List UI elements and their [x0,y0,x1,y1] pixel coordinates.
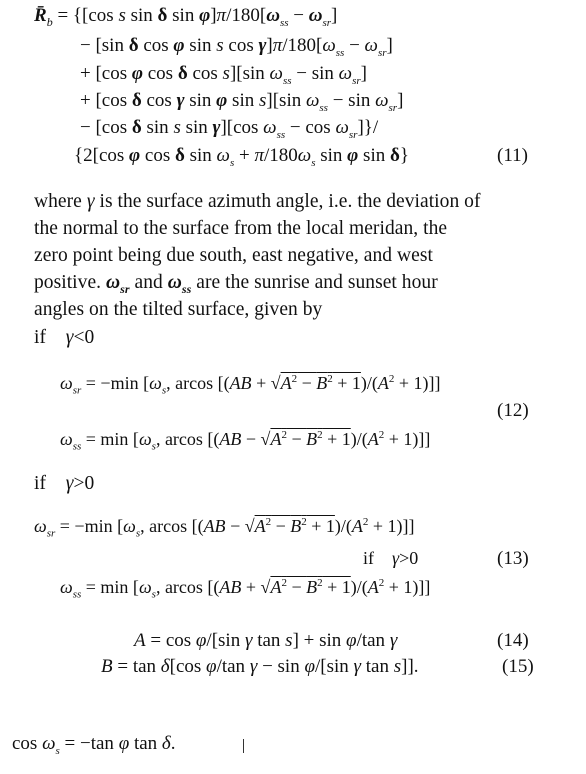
sunset-hour-angle-relation: $\cos \omega_s = -\tan$ φ tan δ. [12,733,176,757]
paragraph-line-1: where γ is the surface azimuth angle, i.e. the deviation of [34,191,481,212]
eq12-omega-ss: $\omega_{ss} = \min [\omega_s$, arcos $[(AB - √A^2 - B^2 + 1)/(A^2 + 1)]$] [60,429,431,453]
eq11-line-2: − [sin δ cos φ sin s $\cos \gamma]\pi/180[\omega_{ss} - \omega_{sr}]$ [80,35,393,59]
eq14-number: (14) [497,630,529,651]
eq15-number: (15) [502,656,534,677]
eq13-omega-ss: $\omega_{ss} = \min [\omega_s$, arcos $[(AB + √A^2 - B^2 + 1)/(A^2 + 1)]$] [60,577,431,601]
eq11-line-6: {2[cos φ cos δ $\sin \omega_s + \pi/180\omega_s$ sin φ sin δ} [74,145,409,169]
paragraph-line-3: zero point being due south, east negative, and west [34,245,433,266]
eq14: A = cos φ/[sin γ tan s] + sin φ/tan γ [134,630,398,651]
paragraph-line-2: the normal to the surface from the local meridan, the [34,218,448,239]
eq13-inline-condition: if γ>0 [363,548,419,568]
eq11-line-3: + [cos φ cos δ cos s][sin $\omega_{ss} - \sin \omega_{sr}$] [80,63,367,87]
eq13-number: (13) [497,548,529,569]
paragraph-line-5: angles on the tilted surface, given by [34,299,323,320]
eq11-number: (11) [497,145,528,166]
eq15: B = tan δ[cos φ/tan γ − sin φ/[sin γ tan s]]. [101,656,419,677]
eq11-line-1: $R̄_b = \{[\cos$ s sin δ $\sin \varphi]\pi/180[\omega_{ss} - \omega_{sr}]$ [34,5,338,29]
text-cursor [243,739,244,753]
eq13-omega-sr: $\omega_{sr} = -\min$ [$\omega_s$, arcos $[(AB - √A^2 - B^2 + 1)/(A^2 + 1)]$] [34,516,415,540]
eq11-line-5: − [cos δ sin s sin γ][cos $\omega_{ss} - \cos \omega_{sr}]\}/$ [80,117,379,141]
condition-gamma-negative: if γ<0 [34,327,95,348]
eq12-number: (12) [497,400,529,421]
eq11-line-4: + [cos δ cos γ sin φ sin s][sin $\omega_{ss} - \sin \omega_{sr}$] [80,90,404,114]
condition-gamma-positive: if γ>0 [34,473,95,494]
eq12-omega-sr: $\omega_{sr} = -\min$ [$\omega_s$, arcos $[(AB + √A^2 - B^2 + 1)/(A^2 + 1)]$] [60,373,441,397]
paragraph-line-4: positive. $\omega_{sr}$ and $\omega_{ss}$ are the sunrise and sunset hour [34,272,438,296]
